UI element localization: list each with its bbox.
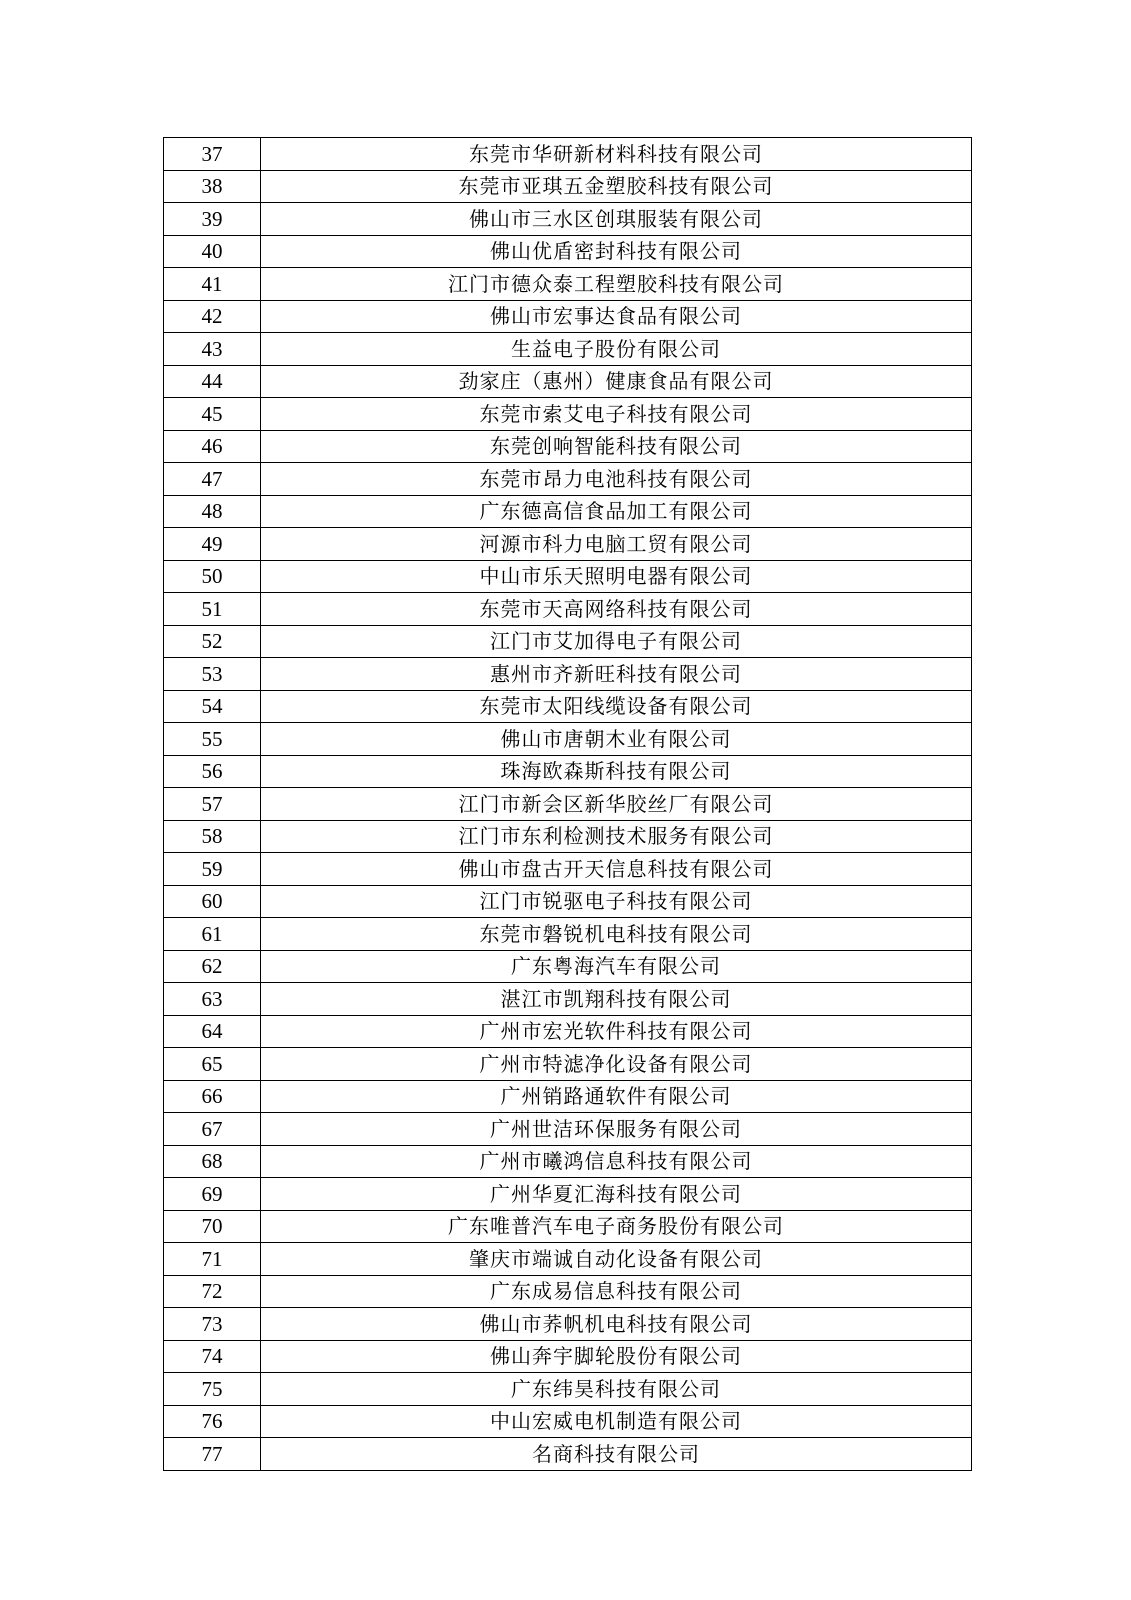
row-number: 62 [164,950,261,983]
company-name: 佛山市宏事达食品有限公司 [261,300,972,333]
table-row [164,170,972,203]
table-row [164,528,972,561]
row-number: 54 [164,690,261,723]
company-name: 江门市锐驱电子科技有限公司 [261,885,972,918]
row-number: 49 [164,528,261,561]
table-row [164,723,972,756]
company-name: 东莞市索艾电子科技有限公司 [261,398,972,431]
row-number: 72 [164,1275,261,1308]
company-name: 中山宏威电机制造有限公司 [261,1405,972,1438]
row-number: 42 [164,300,261,333]
row-number: 71 [164,1243,261,1276]
table-row [164,1405,972,1438]
table-row [164,1438,972,1471]
company-name: 惠州市齐新旺科技有限公司 [261,658,972,691]
company-name: 佛山市唐朝木业有限公司 [261,723,972,756]
row-number: 44 [164,365,261,398]
row-number: 56 [164,755,261,788]
company-name: 佛山奔宇脚轮股份有限公司 [261,1340,972,1373]
row-number: 76 [164,1405,261,1438]
row-number: 75 [164,1373,261,1406]
table-row [164,463,972,496]
company-name: 劲家庄（惠州）健康食品有限公司 [261,365,972,398]
table-row [164,1113,972,1146]
company-name: 佛山市三水区创琪服装有限公司 [261,203,972,236]
table-row [164,950,972,983]
table-row [164,300,972,333]
company-name: 广州世洁环保服务有限公司 [261,1113,972,1146]
company-name: 湛江市凯翔科技有限公司 [261,983,972,1016]
row-number: 55 [164,723,261,756]
table-row [164,138,972,171]
row-number: 38 [164,170,261,203]
company-name: 江门市新会区新华胶丝厂有限公司 [261,788,972,821]
company-name: 江门市艾加得电子有限公司 [261,625,972,658]
company-name: 广东纬昊科技有限公司 [261,1373,972,1406]
row-number: 46 [164,430,261,463]
row-number: 40 [164,235,261,268]
company-name: 东莞市磐锐机电科技有限公司 [261,918,972,951]
row-number: 63 [164,983,261,1016]
company-name: 佛山市盘古开天信息科技有限公司 [261,853,972,886]
row-number: 43 [164,333,261,366]
company-name: 东莞创响智能科技有限公司 [261,430,972,463]
row-number: 64 [164,1015,261,1048]
row-number: 60 [164,885,261,918]
table-row [164,853,972,886]
company-name: 广州市曦鸿信息科技有限公司 [261,1145,972,1178]
table-row [164,398,972,431]
company-name: 东莞市华研新材料科技有限公司 [261,138,972,171]
table-row [164,560,972,593]
table-row [164,755,972,788]
table-row [164,1178,972,1211]
table-row [164,983,972,1016]
table-row [164,658,972,691]
table-row [164,1340,972,1373]
table-row [164,918,972,951]
table-row [164,593,972,626]
company-name: 珠海欧森斯科技有限公司 [261,755,972,788]
company-name: 东莞市天高网络科技有限公司 [261,593,972,626]
table-row [164,625,972,658]
row-number: 74 [164,1340,261,1373]
company-list-body [164,138,972,1471]
row-number: 52 [164,625,261,658]
row-number: 67 [164,1113,261,1146]
company-name: 东莞市太阳线缆设备有限公司 [261,690,972,723]
company-name: 广州华夏汇海科技有限公司 [261,1178,972,1211]
row-number: 41 [164,268,261,301]
row-number: 53 [164,658,261,691]
row-number: 70 [164,1210,261,1243]
table-row [164,1145,972,1178]
row-number: 66 [164,1080,261,1113]
row-number: 37 [164,138,261,171]
company-list-table [163,137,972,1471]
row-number: 58 [164,820,261,853]
company-name: 广东德高信食品加工有限公司 [261,495,972,528]
table-row [164,333,972,366]
row-number: 57 [164,788,261,821]
row-number: 68 [164,1145,261,1178]
table-row [164,885,972,918]
table-row [164,1275,972,1308]
row-number: 59 [164,853,261,886]
table-row [164,268,972,301]
company-name: 广州销路通软件有限公司 [261,1080,972,1113]
table-row [164,1308,972,1341]
company-name: 佛山优盾密封科技有限公司 [261,235,972,268]
company-name: 广东成易信息科技有限公司 [261,1275,972,1308]
table-row [164,203,972,236]
company-name: 广东粤海汽车有限公司 [261,950,972,983]
company-name: 江门市德众泰工程塑胶科技有限公司 [261,268,972,301]
table-row [164,1210,972,1243]
company-name: 广东唯普汽车电子商务股份有限公司 [261,1210,972,1243]
company-name: 广州市特滤净化设备有限公司 [261,1048,972,1081]
company-name: 东莞市亚琪五金塑胶科技有限公司 [261,170,972,203]
row-number: 50 [164,560,261,593]
row-number: 73 [164,1308,261,1341]
company-name: 广州市宏光软件科技有限公司 [261,1015,972,1048]
row-number: 77 [164,1438,261,1471]
table-row [164,1080,972,1113]
row-number: 65 [164,1048,261,1081]
company-name: 中山市乐天照明电器有限公司 [261,560,972,593]
table-row [164,1373,972,1406]
table-row [164,1243,972,1276]
row-number: 45 [164,398,261,431]
table-row [164,788,972,821]
table-row [164,430,972,463]
company-name: 佛山市荞帆机电科技有限公司 [261,1308,972,1341]
table-row [164,820,972,853]
table-row [164,690,972,723]
company-name: 名商科技有限公司 [261,1438,972,1471]
table-row [164,1015,972,1048]
company-name: 肇庆市端诚自动化设备有限公司 [261,1243,972,1276]
row-number: 47 [164,463,261,496]
table-row [164,495,972,528]
row-number: 69 [164,1178,261,1211]
row-number: 48 [164,495,261,528]
row-number: 39 [164,203,261,236]
table-row [164,1048,972,1081]
table-row [164,235,972,268]
row-number: 61 [164,918,261,951]
company-name: 生益电子股份有限公司 [261,333,972,366]
table-row [164,365,972,398]
company-name: 河源市科力电脑工贸有限公司 [261,528,972,561]
company-name: 东莞市昂力电池科技有限公司 [261,463,972,496]
company-name: 江门市东利检测技术服务有限公司 [261,820,972,853]
row-number: 51 [164,593,261,626]
